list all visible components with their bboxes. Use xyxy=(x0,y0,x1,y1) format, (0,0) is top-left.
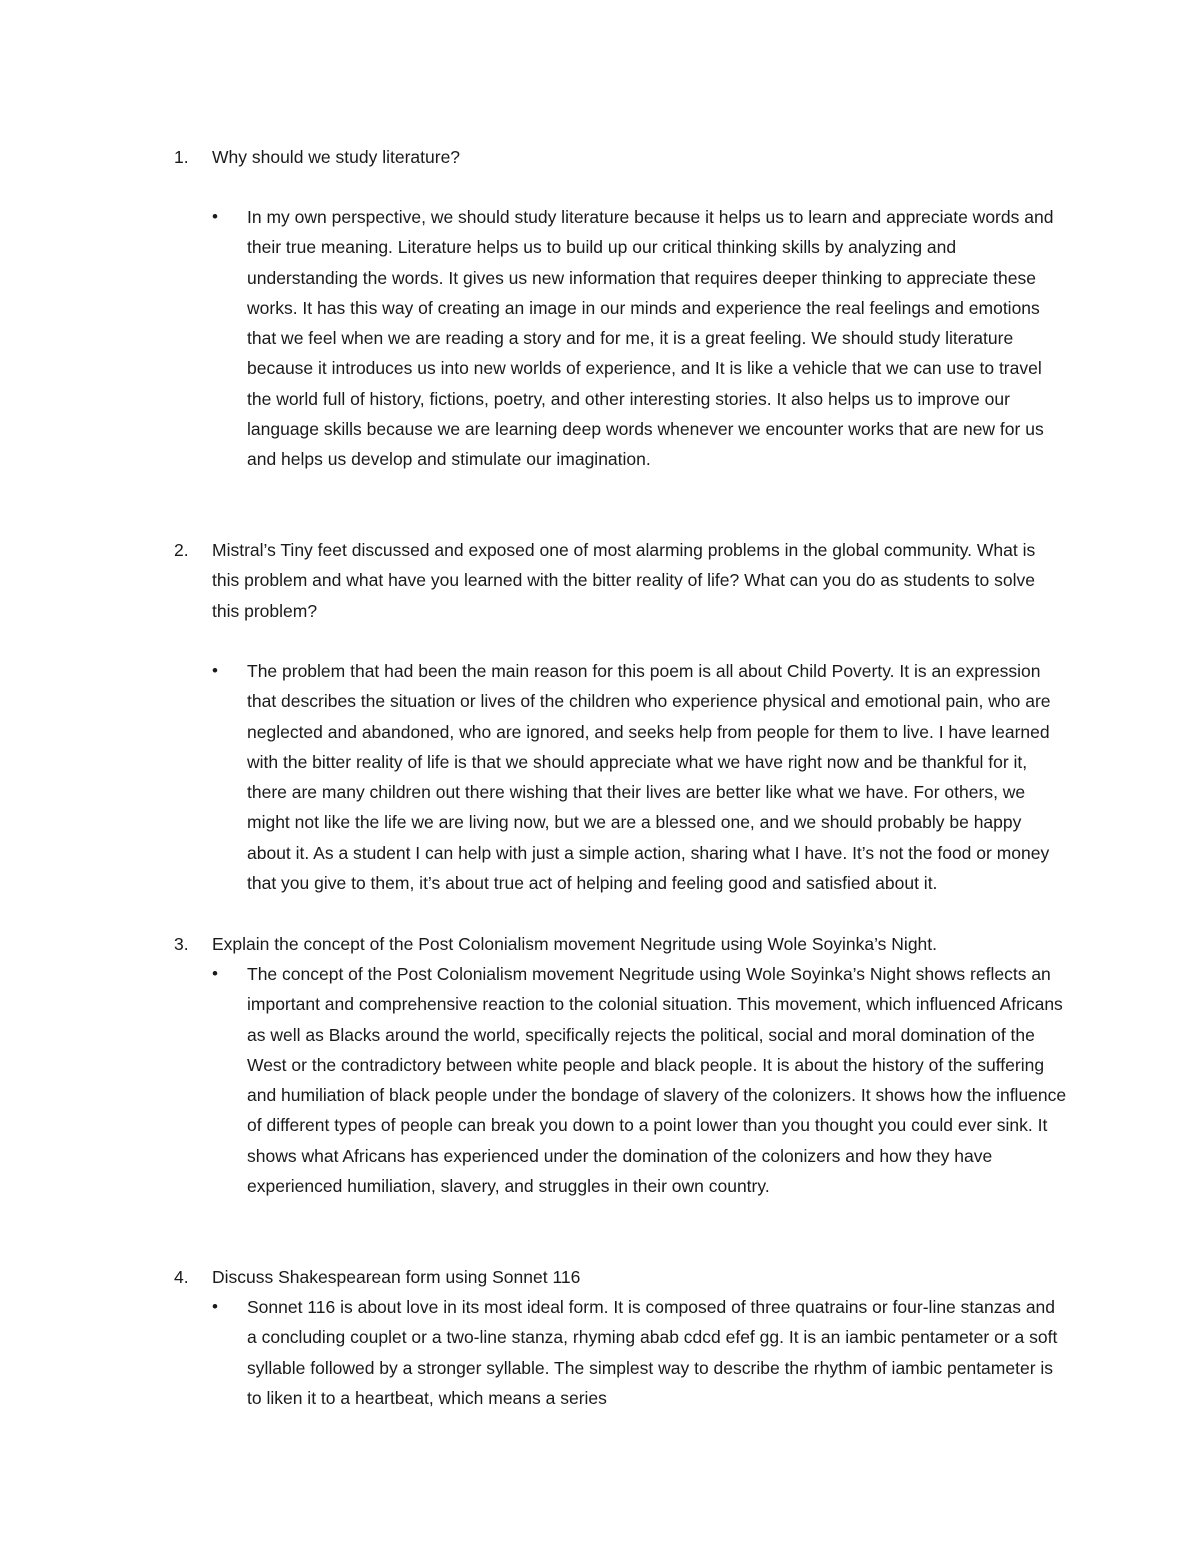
item-3-number: 3. xyxy=(174,934,189,954)
item-1-bullet-icon: • xyxy=(212,207,218,226)
item-2-number: 2. xyxy=(174,540,189,560)
item-4-bullet-icon: • xyxy=(212,1297,218,1316)
item-3-question: Explain the concept of the Post Colonialism movement Negritude using Wole Soyinka’s Night. xyxy=(212,934,938,954)
item-1-number: 1. xyxy=(174,147,189,167)
item-4-number: 4. xyxy=(174,1267,189,1287)
item-3-bullet-icon: • xyxy=(212,964,218,983)
item-4-answer: Sonnet 116 is about love in its most ideal form. It is composed of three quatrains or four-line stanzas and a concluding couplet or a two-line stanza, rhyming abab cdcd efef gg. It is an iambic pentameter or a soft syllable followed by a stronger syllable. The simplest way to describe the rhythm of iambic pentameter is to liken it to a heartbeat, which means a series xyxy=(247,1297,1058,1408)
item-3-answer: The concept of the Post Colonialism movement Negritude using Wole Soyinka’s Night shows reflects an important and comprehensive reaction to the colonial situation. This movement, which influenced Africans as well as Blacks around the world, specifically rejects the political, social and moral domination of the West or the contradictory between white people and black people. It is about the history of the suffering and humiliation of black people under the bondage of slavery of the colonizers. It shows how the influence of different types of people can break you down to a point lower than you thought you could ever sink. It shows what Africans has experienced under the domination of the colonizers and how they have experienced humiliation, slavery, and struggles in their own country. xyxy=(247,964,1067,1197)
item-1-answer: In my own perspective, we should study literature because it helps us to learn and appreciate words and their true meaning. Literature helps us to build up our critical thinking skills by analyzing and understanding the words. It gives us new information that requires deeper thinking to appreciate these works. It has this way of creating an image in our minds and experience the real feelings and emotions that we feel when we are reading a story and for me, it is a great feeling. We should study literature because it introduces us into new worlds of experience, and It is like a vehicle that we can use to travel the world full of history, fictions, poetry, and other interesting stories. It also helps us to improve our language skills because we are learning deep words whenever we encounter works that are new for us and helps us develop and stimulate our imagination. xyxy=(247,207,1054,470)
item-4-question: Discuss Shakespearean form using Sonnet 116 xyxy=(212,1267,581,1287)
item-1-question: Why should we study literature? xyxy=(212,147,461,167)
item-2-question: Mistral’s Tiny feet discussed and exposed one of most alarming problems in the global community. What is this problem and what have you learned with the bitter reality of life? What can you do as students to solve this problem? xyxy=(212,540,1036,621)
item-2-bullet-icon: • xyxy=(212,661,218,680)
item-2-answer: The problem that had been the main reason for this poem is all about Child Poverty. It is an expression that describes the situation or lives of the children who experience physical and emotional pain, who are neglected and abandoned, who are ignored, and seeks help from people for them to live. I have learned with the bitter reality of life is that we should appreciate what we have right now and be thankful for it, there are many children out there wishing that their lives are better like what we have. For others, we might not like the life we are living now, but we are a blessed one, and we should probably be happy about it. As a student I can help with just a simple action, sharing what I have. It’s not the food or money that you give to them, it’s about true act of helping and feeling good and satisfied about it. xyxy=(247,661,1051,894)
